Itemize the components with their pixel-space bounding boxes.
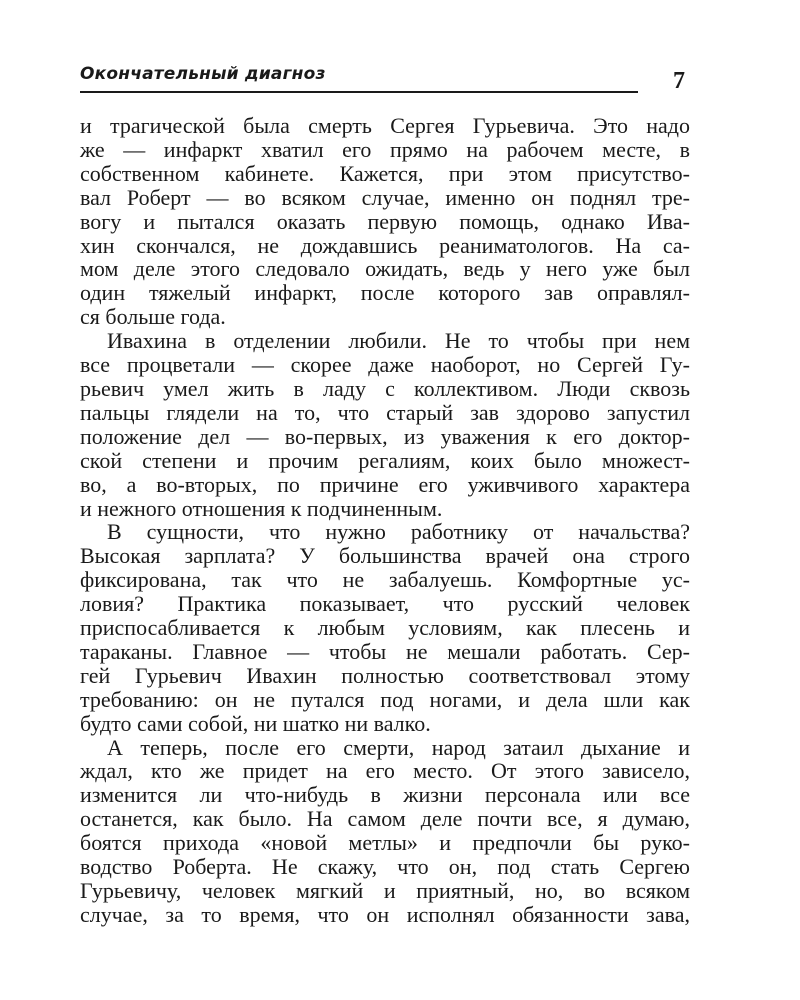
text-line: вогу и пытался оказать первую помощь, однако Ива- xyxy=(80,208,690,234)
text-line: рьевич умел жить в ладу с коллективом. Люди сквозь xyxy=(80,375,690,401)
text-line: ской степени и прочим регалиям, коих было множест- xyxy=(80,447,690,473)
text-line: В сущности, что нужно работнику от начальства? xyxy=(107,519,690,545)
text-line: случае, за то время, что он исполнял обязанности зава, xyxy=(80,901,690,927)
text-line: собственном кабинете. Кажется, при этом присутство- xyxy=(80,160,690,186)
text-line: водство Роберта. Не скажу, что он, под стать Сергею xyxy=(80,854,690,880)
text-line: ся больше года. xyxy=(80,304,226,330)
text-line: будто сами собой, ни шатко ни валко. xyxy=(80,710,431,736)
text-line: боятся прихода «новой метлы» и предпочли бы руко- xyxy=(80,830,690,856)
text-line: положение дел — во-первых, из уважения к его доктор- xyxy=(80,423,690,449)
running-title: Окончательный диагноз xyxy=(80,64,326,84)
text-line: один тяжелый инфаркт, после которого зав оправлял- xyxy=(80,280,690,306)
text-line: пальцы глядели на то, что старый зав здорово запустил xyxy=(80,399,690,425)
text-line: вал Роберт — во всяком случае, именно он поднял тре- xyxy=(80,184,690,210)
text-line: ждал, кто же придет на его место. От этого зависело, xyxy=(80,758,690,784)
text-line: и трагической была смерть Сергея Гурьевича. Это надо xyxy=(80,113,690,138)
text-line: же — инфаркт хватил его прямо на рабочем месте, в xyxy=(80,136,690,162)
text-line: приспосабливается к любым условиям, как плесень и xyxy=(80,615,690,641)
text-line: гей Гурьевич Ивахин полностью соответствовал этому xyxy=(80,662,690,688)
text-line: Ивахина в отделении любили. Не то чтобы при нем xyxy=(107,328,690,354)
text-line: останется, как было. На самом деле почти все, я думаю, xyxy=(80,806,690,832)
text-line: все процветали — скорее даже наоборот, но Сергей Гу- xyxy=(80,352,690,378)
text-line: изменится ли что-нибудь в жизни персонала или все xyxy=(80,782,690,808)
text-line: фиксирована, так что не забалуешь. Комфортные ус- xyxy=(80,567,690,593)
text-line: требованию: он не путался под ногами, и дела шли как xyxy=(80,686,690,712)
text-line: и нежного отношения к подчиненным. xyxy=(80,495,443,521)
text-line: мом деле этого следовало ожидать, ведь у него уже был xyxy=(80,256,690,282)
text-line: Высокая зарплата? У большинства врачей она строго xyxy=(80,543,690,569)
text-line: во, а во-вторых, по причине его уживчивого характера xyxy=(80,471,690,497)
text-line: ловия? Практика показывает, что русский человек xyxy=(80,591,690,617)
body-text xyxy=(80,114,690,927)
header-rule xyxy=(80,91,638,93)
page-number: 7 xyxy=(673,68,685,94)
text-line: хин скончался, не дождавшись реаниматологов. На са- xyxy=(80,232,690,258)
text-line: А теперь, после его смерти, народ затаил дыхание и xyxy=(107,734,690,760)
text-line: тараканы. Главное — чтобы не мешали работать. Сер- xyxy=(80,638,690,664)
text-line: Гурьевичу, человек мягкий и приятный, но, во всяком xyxy=(80,878,690,903)
